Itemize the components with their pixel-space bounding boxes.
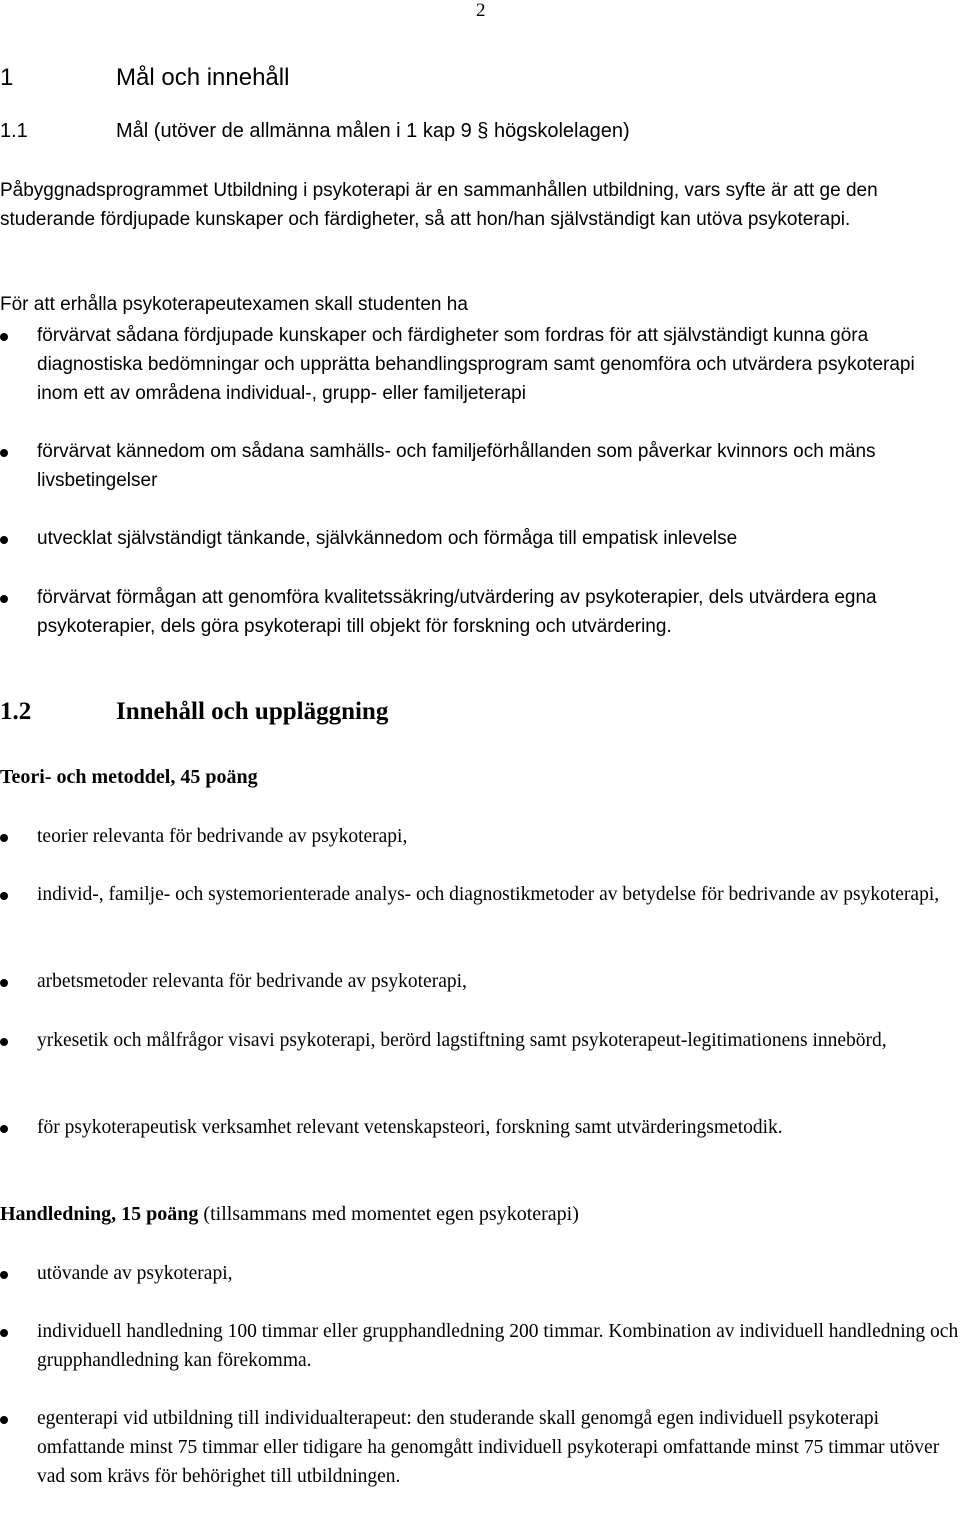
theory-subheading	[0, 763, 258, 792]
heading-1-title: Mål och innehåll	[116, 64, 290, 91]
heading-1-2	[0, 698, 388, 726]
heading-1-1-title: Mål (utöver de allmänna målen i 1 kap 9 § högskolelagen)	[116, 120, 630, 142]
supervision-title: Handledning, 15 poäng	[0, 1203, 199, 1225]
bullet-icon	[0, 892, 8, 900]
heading-1	[0, 64, 289, 92]
bullet-icon	[0, 1125, 8, 1133]
theory-text: arbetsmetoder relevanta för bedrivande av psykoterapi,	[37, 971, 467, 992]
supervision-text: egenterapi vid utbildning till individualterapeut: den studerande skall genomgå egen individuell psykoterapi omfattande minst 75 timmar eller tidigare ha genomgått individuell psykoterapi omfattande minst 75 timmar utöver vad som krävs för behörighet till utbildningen.	[37, 1408, 940, 1487]
theory-text: teorier relevanta för bedrivande av psykoterapi,	[37, 826, 408, 847]
requirement-text: förvärvat kännedom om sådana samhälls- och familjeförhållanden som påverkar kvinnors och mäns livsbetingelser	[37, 441, 876, 491]
bullet-icon	[0, 595, 8, 603]
requirement-text: förvärvat förmågan att genomföra kvalitetssäkring/utvärdering av psykoterapier, dels utvärdera egna psykoterapier, dels göra psykoterapi till objekt för forskning och utvärdering.	[37, 587, 877, 637]
theory-text: yrkesetik och målfrågor visavi psykoterapi, berörd lagstiftning samt psykoterapeut-legitimationens innebörd,	[37, 1030, 887, 1051]
supervision-subheading	[0, 1200, 579, 1229]
bullet-icon	[0, 333, 8, 341]
page-number: 2	[476, 0, 486, 21]
bullet-icon	[0, 1329, 8, 1337]
requirements-lead: För att erhålla psykoterapeutexamen skall studenten ha	[0, 294, 468, 315]
theory-text: för psykoterapeutisk verksamhet relevant vetenskapsteori, forskning samt utvärderingsmetodik.	[37, 1117, 783, 1138]
requirement-text: förvärvat sådana fördjupade kunskaper och färdigheter som fordras för att självständigt kunna göra diagnostiska bedömningar och upprätta behandlingsprogram samt genomföra och utvärdera psykoterapi inom ett av områdena individual-, grupp- eller familjeterapi	[37, 325, 915, 404]
bullet-icon	[0, 449, 8, 457]
bullet-icon	[0, 1038, 8, 1046]
intro-paragraph: Påbyggnadsprogrammet Utbildning i psykoterapi är en sammanhållen utbildning, vars syfte är att ge den studerande fördjupade kunskaper och färdigheter, så att hon/han självständigt kan utöva psykoterapi.	[0, 180, 878, 230]
supervision-text: individuell handledning 100 timmar eller grupphandledning 200 timmar. Kombination av individuell handledning och grupphandledning kan förekomma.	[37, 1321, 959, 1371]
bullet-icon	[0, 536, 8, 544]
requirement-text: utvecklat självständigt tänkande, självkännedom och förmåga till empatisk inlevelse	[37, 528, 738, 549]
supervision-text: utövande av psykoterapi,	[37, 1263, 233, 1284]
theory-title: Teori- och metoddel, 45 poäng	[0, 766, 258, 788]
bullet-icon	[0, 979, 8, 987]
heading-1-2-title: Innehåll och uppläggning	[116, 698, 389, 725]
bullet-icon	[0, 1271, 8, 1279]
supervision-title-suffix: (tillsammans med momentet egen psykoterapi)	[198, 1203, 579, 1225]
heading-1-1-number: 1.1	[0, 120, 28, 142]
bullet-icon	[0, 1416, 8, 1424]
theory-text: individ-, familje- och systemorienterade analys- och diagnostikmetoder av betydelse för bedrivande av psykoterapi,	[37, 884, 940, 905]
heading-1-1	[0, 120, 630, 143]
bullet-icon	[0, 834, 8, 842]
heading-1-number: 1	[0, 64, 14, 91]
heading-1-2-number: 1.2	[0, 698, 32, 725]
